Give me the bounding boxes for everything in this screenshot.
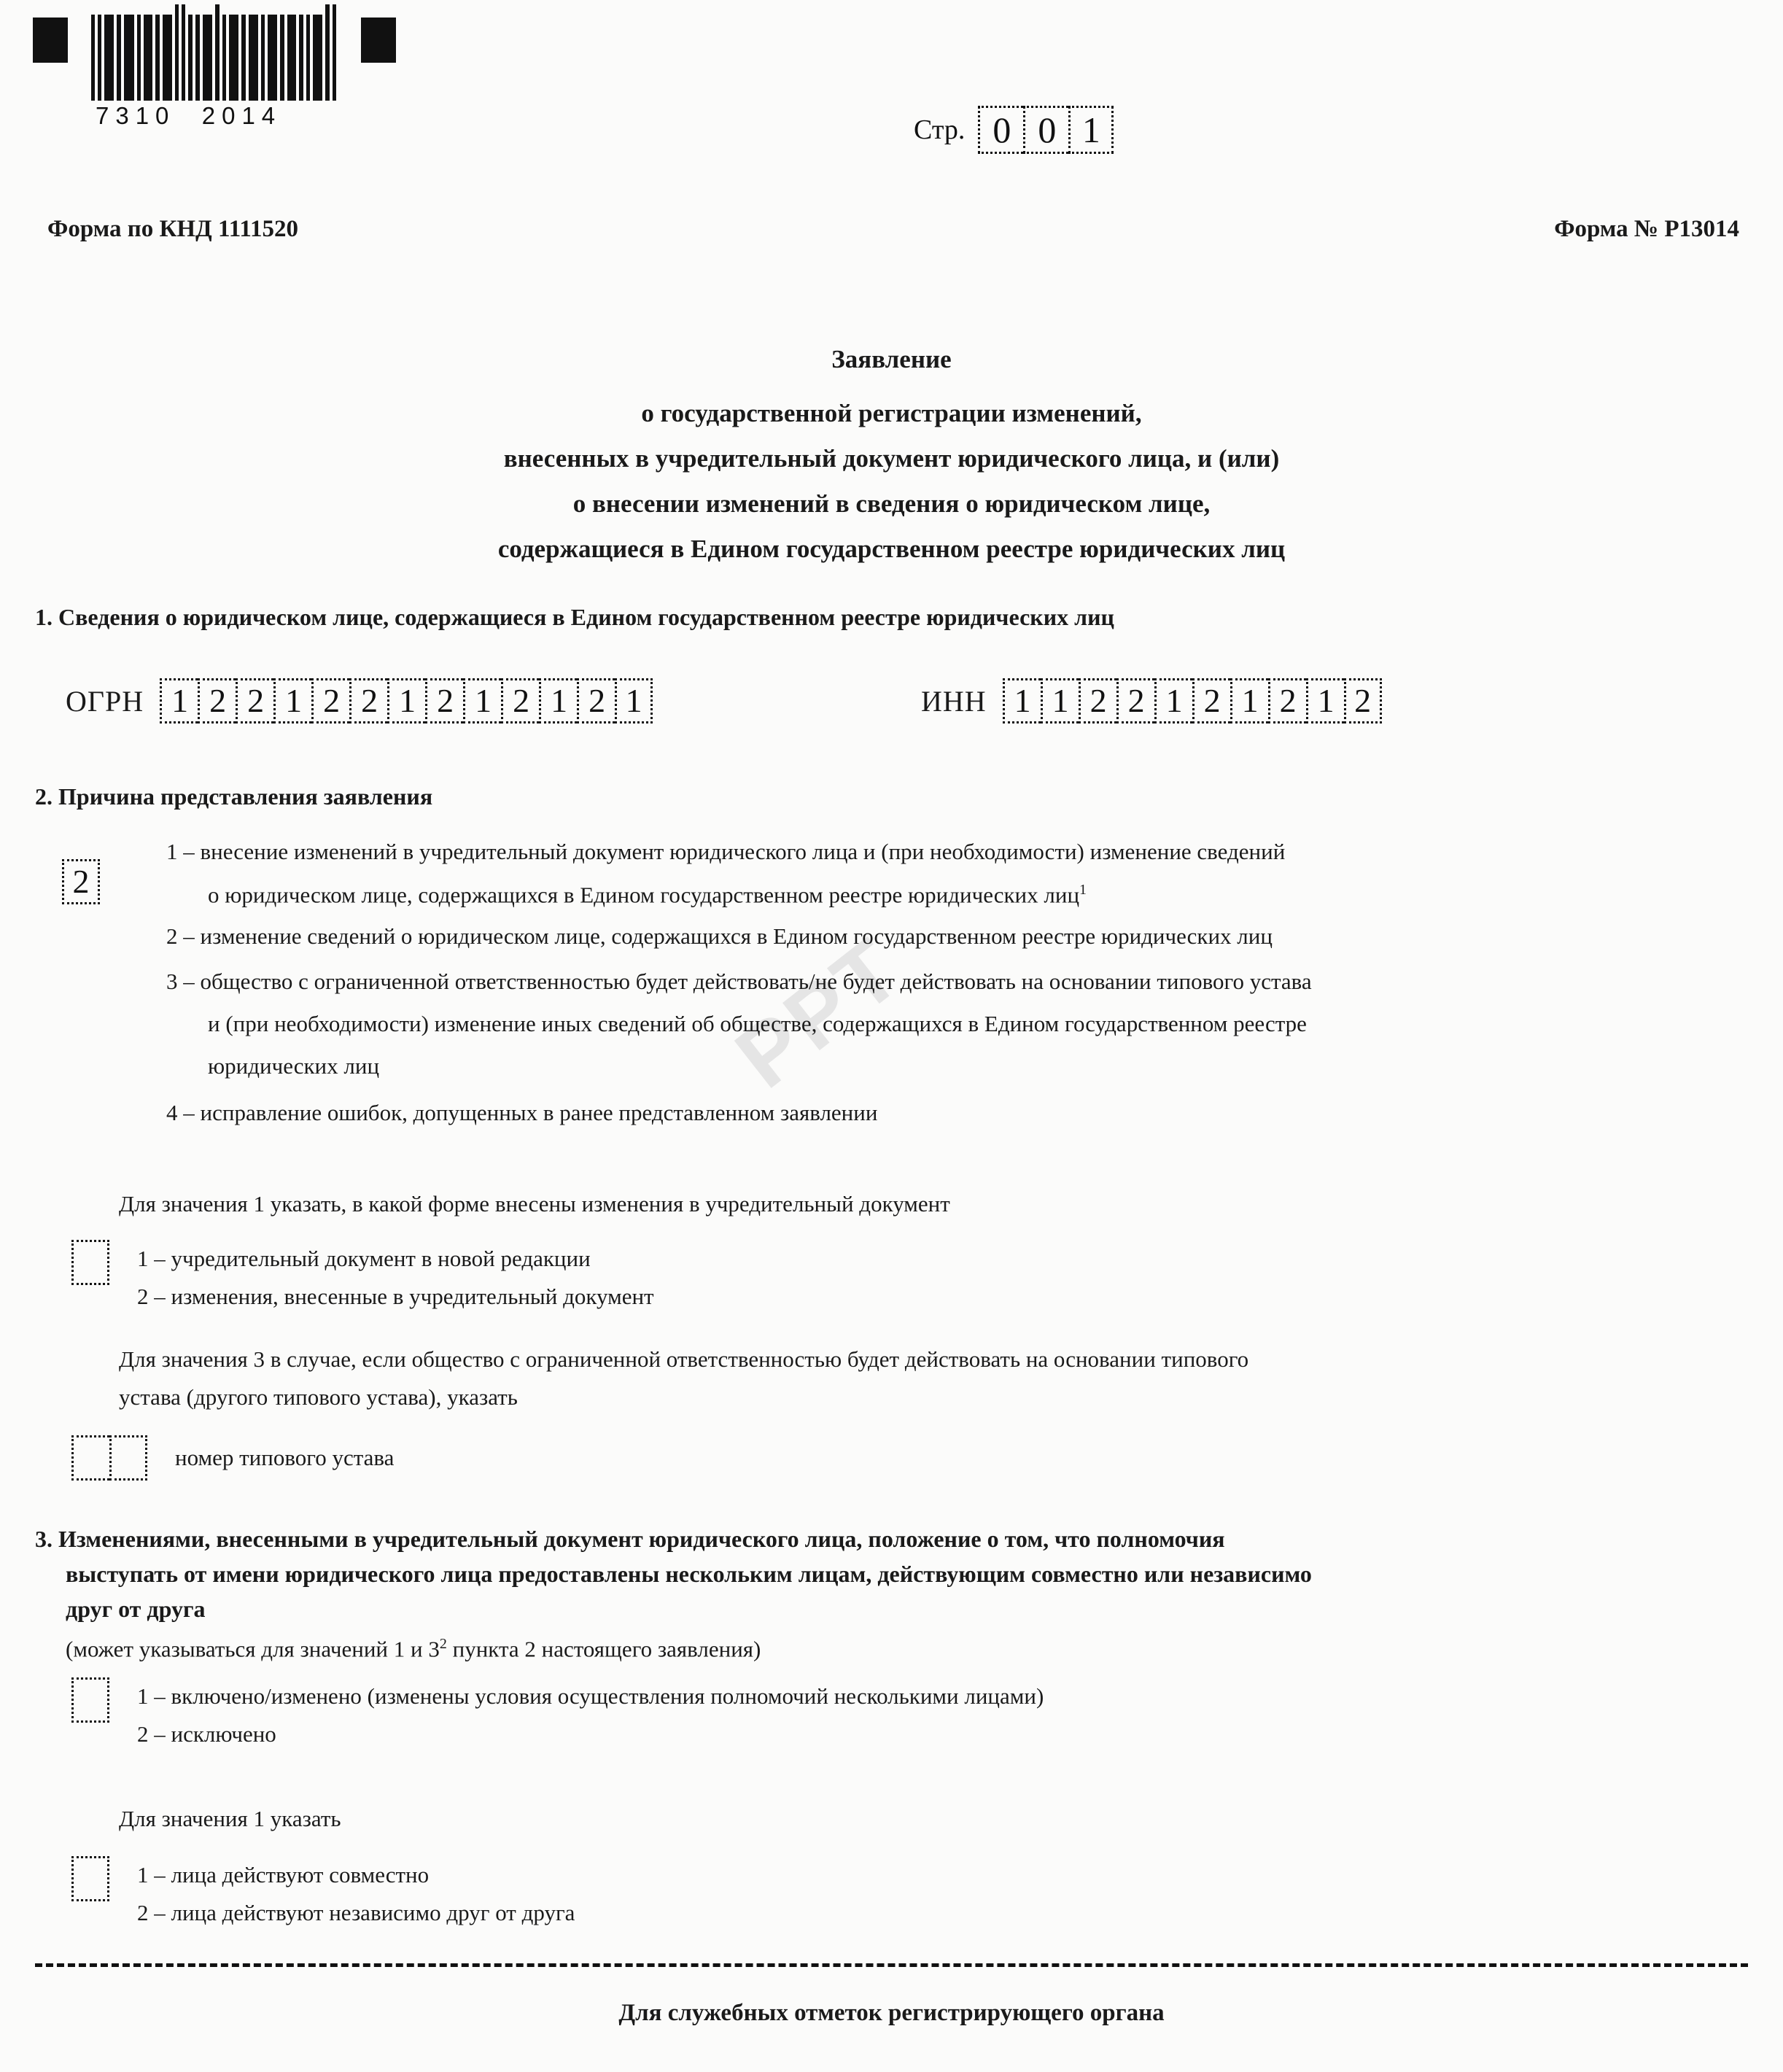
section-2-sub-2-prompt-line-2: устава (другого типового устава), указать [119,1384,518,1410]
section-1-heading: 1. Сведения о юридическом лице, содержащиеся в Едином государственном реестре юридических лиц [35,604,1114,630]
section-3-sub-input[interactable] [71,1856,575,1932]
section-2-option-2: 2 – изменение сведений о юридическом лице, содержащихся в Едином государственном реестре юридических лиц [166,923,1273,949]
section-3-option-2: 2 – исключено [137,1721,276,1747]
ogrn-digit-cell[interactable]: 1 [463,678,501,723]
section-3-sub-cells[interactable] [71,1856,109,1901]
inn-digit-cell[interactable]: 1 [1230,678,1268,723]
section-2-sub-1-option-1: 1 – учредительный документ в новой редакции [137,1246,591,1271]
inn-digit-cell[interactable]: 1 [1306,678,1344,723]
section-2-heading: 2. Причина представления заявления [35,783,433,810]
section-2-option-1-line-2 [208,871,1739,914]
ogrn-digit-cell[interactable]: 2 [236,678,273,723]
section-2-reason-input[interactable] [62,859,100,904]
barcode-guard-left [33,18,68,63]
section-3-cell[interactable] [71,1677,109,1723]
inn-digit-cell[interactable]: 2 [1268,678,1306,723]
ogrn-digit-cell[interactable]: 2 [577,678,615,723]
form-number-label: Форма № Р13014 [1554,216,1739,242]
section-2-sub-2-input[interactable] [71,1435,394,1481]
section-3-sub-option-2: 2 – лица действуют независимо друг от друга [137,1900,575,1925]
section-3-note [66,1625,761,1668]
title-line-5: содержащиеся в Едином государственном реестре юридических лиц [497,535,1286,563]
section-2-option-3-line-3: юридических лиц [208,1053,380,1079]
section-3-sub-cell[interactable] [71,1856,109,1901]
section-3-sub-prompt: Для значения 1 указать [119,1806,341,1831]
footnote-marker-1: 1 [1079,882,1087,898]
section-2-reason-cell[interactable]: 2 [62,859,100,904]
footer-divider [35,1963,1748,1967]
inn-field [921,678,1382,723]
inn-digit-cell[interactable]: 2 [1192,678,1230,723]
inn-digit-cell[interactable]: 2 [1116,678,1154,723]
title-line-2: о государственной регистрации изменений, [641,399,1142,427]
barcode-graphic [33,13,412,101]
ogrn-digit-cell[interactable]: 2 [311,678,349,723]
inn-digit-cell[interactable]: 2 [1344,678,1382,723]
document-title [0,337,1783,572]
section-2-sub-1-cell[interactable] [71,1240,109,1285]
ogrn-digit-cell[interactable]: 1 [160,678,198,723]
section-3-note-suffix: пункта 2 настоящего заявления) [446,1636,761,1662]
section-2-reason-cells[interactable] [62,859,100,904]
ogrn-digit-cell[interactable]: 1 [539,678,577,723]
ogrn-label: ОГРН [66,684,144,718]
section-2-sub-1-input[interactable] [71,1240,654,1316]
section-3-note-prefix: (может указываться для значений 1 и 3 [66,1636,440,1662]
section-3-heading-line-2: выступать от имени юридического лица предоставлены нескольким лицам, действующим совместно или независимо [66,1561,1312,1587]
section-2-sub-2-cells[interactable] [71,1435,147,1481]
section-2-sub-2-prompt-line-1: Для значения 3 в случае, если общество с ограниченной ответственностью будет действовать на основании типового [119,1346,1249,1372]
section-3-sub-options [137,1856,575,1932]
page-digit-cell[interactable]: 0 [1023,106,1068,154]
section-2-sub-2-cell[interactable] [109,1435,147,1481]
ogrn-digit-cell[interactable]: 2 [349,678,387,723]
section-2-option-3-line-2: и (при необходимости) изменение иных сведений об обществе, содержащихся в Едином государственном реестре [208,1011,1307,1036]
inn-digit-cell[interactable]: 2 [1079,678,1116,723]
barcode-bars [91,13,339,101]
title-line-1: Заявление [831,345,952,373]
title-line-4: о внесении изменений в сведения о юридическом лице, [572,489,1211,518]
section-2-option-3-line-1: 3 – общество с ограниченной ответственностью будет действовать/не будет действовать на основании типового устава [166,969,1312,994]
footer-note: Для служебных отметок регистрирующего органа [618,2000,1165,2026]
page-digit-cell[interactable]: 0 [978,106,1023,154]
ogrn-digit-cell[interactable]: 1 [615,678,653,723]
barcode-digits: 7310 2014 [96,102,282,129]
section-3-heading-line-3: друг от друга [66,1596,206,1622]
barcode-block [33,13,412,130]
page-digit-cell[interactable]: 1 [1068,106,1114,154]
section-2-sub-1-prompt: Для значения 1 указать, в какой форме внесены изменения в учредительный документ [119,1191,950,1217]
ogrn-digit-cell[interactable]: 1 [273,678,311,723]
section-3-sub-option-1: 1 – лица действуют совместно [137,1862,430,1887]
section-2-sub-2-cell[interactable] [71,1435,109,1481]
section-2-sub-1-options [137,1240,654,1316]
ogrn-digit-cell[interactable]: 1 [387,678,425,723]
section-2-sub-2-caption-wrap [175,1435,394,1481]
title-line-3: внесенных в учредительный документ юридического лица, и (или) [503,444,1280,473]
section-2-sub-1-option-2: 2 – изменения, внесенные в учредительный документ [137,1284,654,1309]
watermark: PPT [718,919,920,1107]
section-2-sub-2-caption: номер типового устава [175,1445,395,1470]
section-2-option-4: 4 – исправление ошибок, допущенных в ранее представленном заявлении [166,1100,878,1125]
ogrn-digit-cell[interactable]: 2 [198,678,236,723]
section-2-sub-1-cells[interactable] [71,1240,109,1285]
page-number-cells[interactable] [978,106,1114,154]
knd-code-label: Форма по КНД 1111520 [47,216,299,242]
page-number-field [914,106,1114,154]
page-number-label: Стр. [914,115,966,145]
ogrn-cells[interactable] [160,678,653,723]
inn-digit-cell[interactable]: 1 [1154,678,1192,723]
inn-label: ИНН [921,684,987,718]
section-3-options [137,1677,1044,1753]
ogrn-digit-cell[interactable]: 2 [501,678,539,723]
inn-cells[interactable] [1003,678,1382,723]
section-3-heading-line-1: 3. Изменениями, внесенными в учредительный документ юридического лица, положение о том, что полномочия [35,1526,1225,1552]
section-3-cells[interactable] [71,1677,109,1723]
section-2-option-1-text: о юридическом лице, содержащихся в Едином государственном реестре юридических лиц [208,882,1080,908]
ogrn-field [66,678,653,723]
barcode-guard-right [361,18,396,63]
ogrn-digit-cell[interactable]: 2 [425,678,463,723]
inn-digit-cell[interactable]: 1 [1003,678,1041,723]
section-3-option-1: 1 – включено/изменено (изменены условия осуществления полномочий несколькими лицами) [137,1683,1044,1709]
section-3-input[interactable] [71,1677,1044,1753]
inn-digit-cell[interactable]: 1 [1041,678,1079,723]
footnote-marker-2: 2 [439,1636,447,1652]
section-2-option-1-line-1: 1 – внесение изменений в учредительный документ юридического лица и (при необходимости) изменение сведений [166,839,1286,864]
